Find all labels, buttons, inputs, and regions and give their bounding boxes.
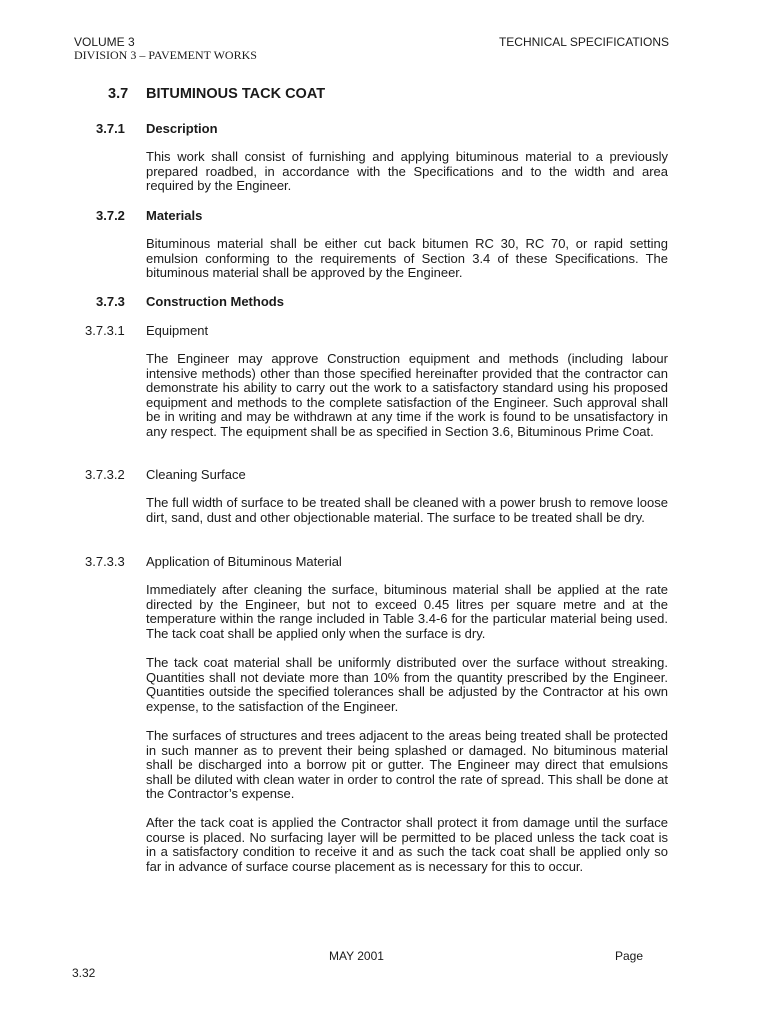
footer-page-number: 3.32: [72, 966, 96, 980]
paragraph: The surfaces of structures and trees adjacent to the areas being treated shall be protected in such manner as to prevent their being splashed or damaged. No bituminous material shall be discharged into a borrow pit or gutter. The Engineer may direct that emulsions shall be diluted with clean water in order to control the rate of spread. This shall be done at the Contractor’s expense.: [146, 728, 668, 802]
section-title: BITUMINOUS TACK COAT: [146, 86, 326, 102]
subsection-title: Description: [146, 121, 218, 136]
subsection-title: Materials: [146, 208, 203, 223]
paragraph: Immediately after cleaning the surface, bituminous material shall be applied at the rate directed by the Engineer, but not to exceed 0.45 litres per square metre and at the temperature within the range included in Table 3.4-6 for the particular material being used. The tack coat shall be applied only when the surface is dry.: [146, 582, 668, 641]
subsection-number: 3.7.3: [96, 294, 125, 309]
clause-number: 3.7.3.1: [85, 323, 125, 338]
clause-title: Application of Bituminous Material: [146, 554, 342, 569]
subsection-number: 3.7.2: [96, 208, 125, 223]
paragraph: The Engineer may approve Construction equipment and methods (including labour intensive methods) other than those specified hereinafter provided that the contractor can demonstrate his ability to carry out the work to a satisfactory standard using his proposed equipment and methods to the complete satisfaction of the Engineer. Such approval shall be in writing and may be withdrawn at any time if the work is found to be unsatisfactory in any respect. The equipment shall be as specified in Section 3.6, Bituminous Prime Coat.: [146, 351, 668, 439]
paragraph: The full width of surface to be treated shall be cleaned with a power brush to remove loose dirt, sand, dust and other objectionable material. The surface to be treated shall be dry.: [146, 495, 668, 525]
paragraph: After the tack coat is applied the Contractor shall protect it from damage until the surface course is placed. No surfacing layer will be permitted to be placed unless the tack coat is in a satisfactory condition to receive it and as such the tack coat shall be applied only so far in advance of surface course placement as is necessary for this to occur.: [146, 815, 668, 874]
section-number: 3.7: [108, 86, 129, 102]
clause-title: Equipment: [146, 323, 209, 338]
paragraph: The tack coat material shall be uniformly distributed over the surface without streaking. Quantities shall not deviate more than 10% from the quantity prescribed by the Engineer. Quantities outside the specified tolerances shall be adjusted by the Contractor at his own expense, to the satisfaction of the Engineer.: [146, 655, 668, 714]
clause-number: 3.7.3.3: [85, 554, 125, 569]
header-title-right: TECHNICAL SPECIFICATIONS: [498, 35, 669, 49]
header-division: DIVISION 3 – PAVEMENT WORKS: [74, 48, 257, 62]
footer-date: MAY 2001: [329, 949, 384, 963]
subsection-title: Construction Methods: [146, 294, 284, 309]
footer-page-label: Page: [615, 949, 644, 963]
paragraph: This work shall consist of furnishing and applying bituminous material to a previously prepared roadbed, in accordance with the Specifications and to the width and area required by the Engineer.: [146, 149, 668, 194]
subsection-number: 3.7.1: [96, 121, 125, 136]
paragraph: Bituminous material shall be either cut back bitumen RC 30, RC 70, or rapid setting emulsion conforming to the requirements of Section 3.4 of these Specifications. The bituminous material shall be approved by the Engineer.: [146, 236, 668, 281]
header-volume: VOLUME 3: [74, 35, 135, 49]
clause-number: 3.7.3.2: [85, 467, 125, 482]
clause-title: Cleaning Surface: [146, 467, 246, 482]
